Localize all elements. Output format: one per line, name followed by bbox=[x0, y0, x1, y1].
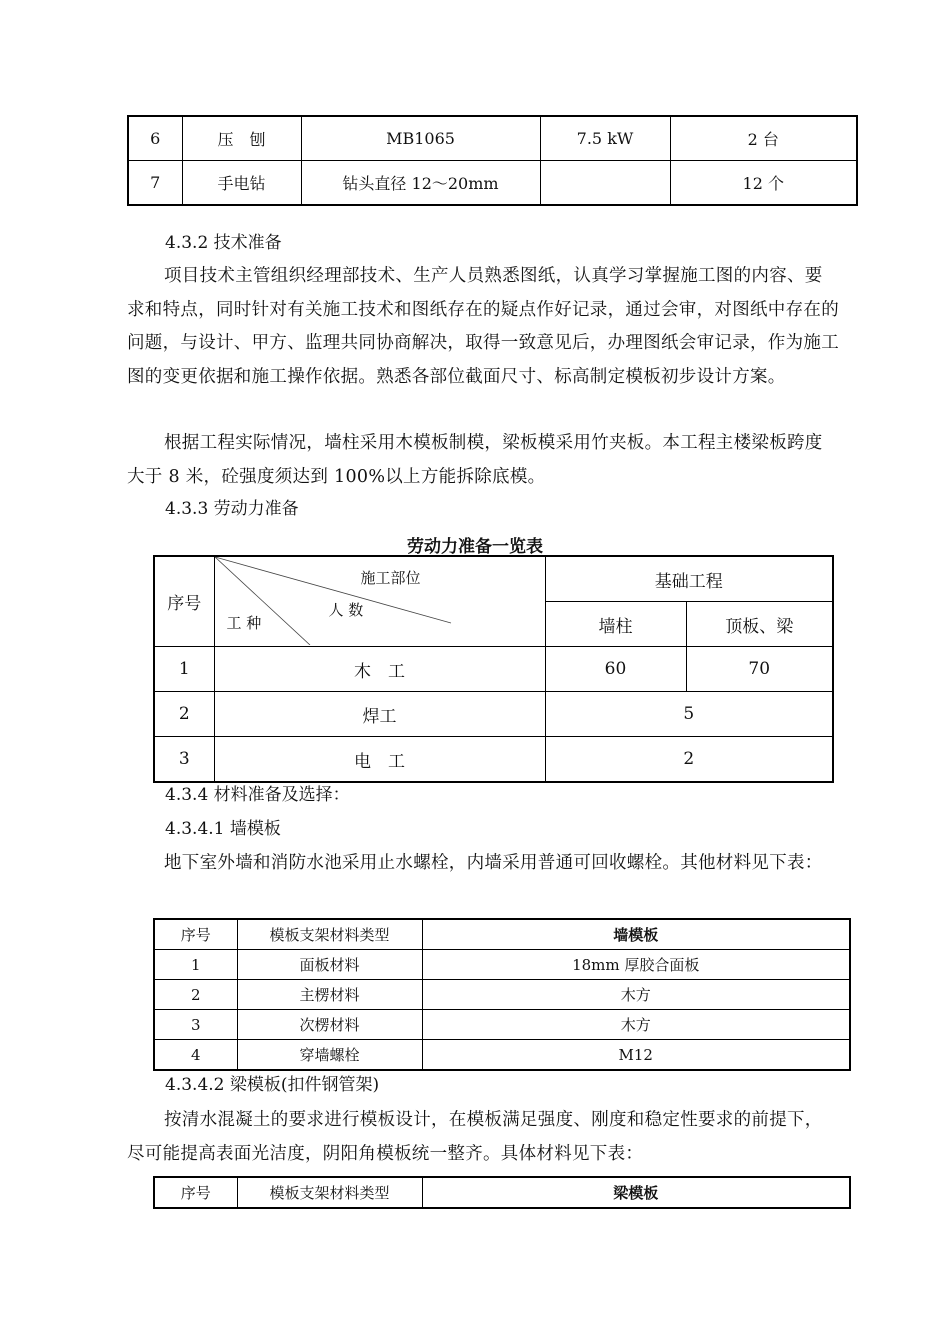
cell-model: 钻头直径 12～20mm bbox=[301, 161, 540, 206]
header-no: 序号 bbox=[154, 1177, 237, 1208]
cell-value: 60 bbox=[545, 647, 686, 692]
cell-no: 3 bbox=[154, 737, 214, 783]
header-col1: 墙柱 bbox=[545, 602, 686, 647]
cell-trade: 焊工 bbox=[214, 692, 545, 737]
table-row bbox=[128, 116, 857, 161]
table-row bbox=[154, 980, 850, 1010]
cell-spec: 木方 bbox=[422, 980, 850, 1010]
diagonal-label-bottom: 工 种 bbox=[226, 614, 262, 632]
cell-spec: M12 bbox=[422, 1040, 850, 1071]
paragraph-tech-prep: 项目技术主管组织经理部技术、生产人员熟悉图纸，认真学习掌握施工图的内容、要求和特点，同时针对有关施工技术和图纸存在的疑点作好记录，通过会审，对图纸中存在的问题，与设计、甲方、监理共同协商解决，取得一致意见后，办理图纸会审记录，作为施工图的变更依据和施工操作依据。熟悉各部位截面尺寸、标高制定模板初步设计方案。 bbox=[127, 266, 839, 387]
paragraph-wall-formwork: 地下室外墙和消防水池采用止水螺栓，内墙采用普通可回收螺栓。其他材料见下表： bbox=[164, 853, 823, 873]
cell-type: 穿墙螺栓 bbox=[237, 1040, 422, 1071]
section-heading-433: 4.3.3 劳动力准备 bbox=[165, 499, 299, 519]
diagonal-header-cell bbox=[214, 556, 545, 647]
cell-power: 7.5 kW bbox=[540, 116, 670, 161]
header-no: 序号 bbox=[154, 556, 214, 647]
wall-formwork-table bbox=[153, 918, 851, 1071]
header-no: 序号 bbox=[154, 919, 237, 950]
cell-type: 主楞材料 bbox=[237, 980, 422, 1010]
cell-model: MB1065 bbox=[301, 116, 540, 161]
cell-qty: 2 台 bbox=[670, 116, 857, 161]
cell-name: 压 刨 bbox=[182, 116, 301, 161]
section-heading-432: 4.3.2 技术准备 bbox=[165, 233, 282, 253]
cell-value: 2 bbox=[545, 737, 833, 783]
diagonal-label-top: 施工部位 bbox=[360, 569, 421, 587]
table-row bbox=[154, 737, 833, 783]
table-row bbox=[154, 1010, 850, 1040]
header-beam-formwork: 梁模板 bbox=[422, 1177, 850, 1208]
cell-spec: 18mm 厚胶合面板 bbox=[422, 950, 850, 980]
cell-power bbox=[540, 161, 670, 206]
table-row bbox=[128, 161, 857, 206]
cell-no: 3 bbox=[154, 1010, 237, 1040]
paragraph-formwork: 根据工程实际情况，墙柱采用木模板制模，梁板模采用竹夹板。本工程主楼梁板跨度大于 8 米，砼强度须达到 100%以上方能拆除底模。 bbox=[127, 433, 823, 487]
header-col2: 顶板、梁 bbox=[686, 602, 833, 647]
labor-table bbox=[153, 555, 834, 783]
section-heading-4341: 4.3.4.1 墙模板 bbox=[165, 819, 281, 839]
cell-name: 手电钻 bbox=[182, 161, 301, 206]
cell-type: 次楞材料 bbox=[237, 1010, 422, 1040]
header-wall-formwork: 墙模板 bbox=[422, 919, 850, 950]
table-row bbox=[154, 692, 833, 737]
cell-value: 70 bbox=[686, 647, 833, 692]
cell-no: 2 bbox=[154, 692, 214, 737]
cell-no: 7 bbox=[128, 161, 182, 206]
header-material-type: 模板支架材料类型 bbox=[237, 919, 422, 950]
table-header-row bbox=[154, 556, 833, 602]
table-caption-labor: 劳动力准备一览表 bbox=[407, 537, 543, 557]
cell-no: 1 bbox=[154, 950, 237, 980]
section-heading-434: 4.3.4 材料准备及选择： bbox=[165, 785, 350, 805]
cell-qty: 12 个 bbox=[670, 161, 857, 206]
table-row bbox=[154, 950, 850, 980]
cell-value: 5 bbox=[545, 692, 833, 737]
cell-type: 面板材料 bbox=[237, 950, 422, 980]
header-material-type: 模板支架材料类型 bbox=[237, 1177, 422, 1208]
cell-no: 2 bbox=[154, 980, 237, 1010]
table-header-row bbox=[154, 1177, 850, 1208]
cell-no: 6 bbox=[128, 116, 182, 161]
cell-no: 1 bbox=[154, 647, 214, 692]
header-group: 基础工程 bbox=[545, 556, 833, 602]
table-row bbox=[154, 1040, 850, 1071]
diagonal-label-middle: 人 数 bbox=[328, 601, 364, 619]
cell-no: 4 bbox=[154, 1040, 237, 1071]
equipment-table bbox=[127, 115, 858, 206]
table-header-row bbox=[154, 919, 850, 950]
cell-spec: 木方 bbox=[422, 1010, 850, 1040]
table-row bbox=[154, 647, 833, 692]
paragraph-beam-formwork: 按清水混凝土的要求进行模板设计，在模板满足强度、刚度和稳定性要求的前提下，尽可能提高表面光洁度，阴阳角模板统一整齐。具体材料见下表： bbox=[127, 1110, 823, 1164]
beam-formwork-table bbox=[153, 1176, 851, 1209]
cell-trade: 木 工 bbox=[214, 647, 545, 692]
cell-trade: 电 工 bbox=[214, 737, 545, 783]
section-heading-4342: 4.3.4.2 梁模板(扣件钢管架) bbox=[165, 1075, 380, 1095]
